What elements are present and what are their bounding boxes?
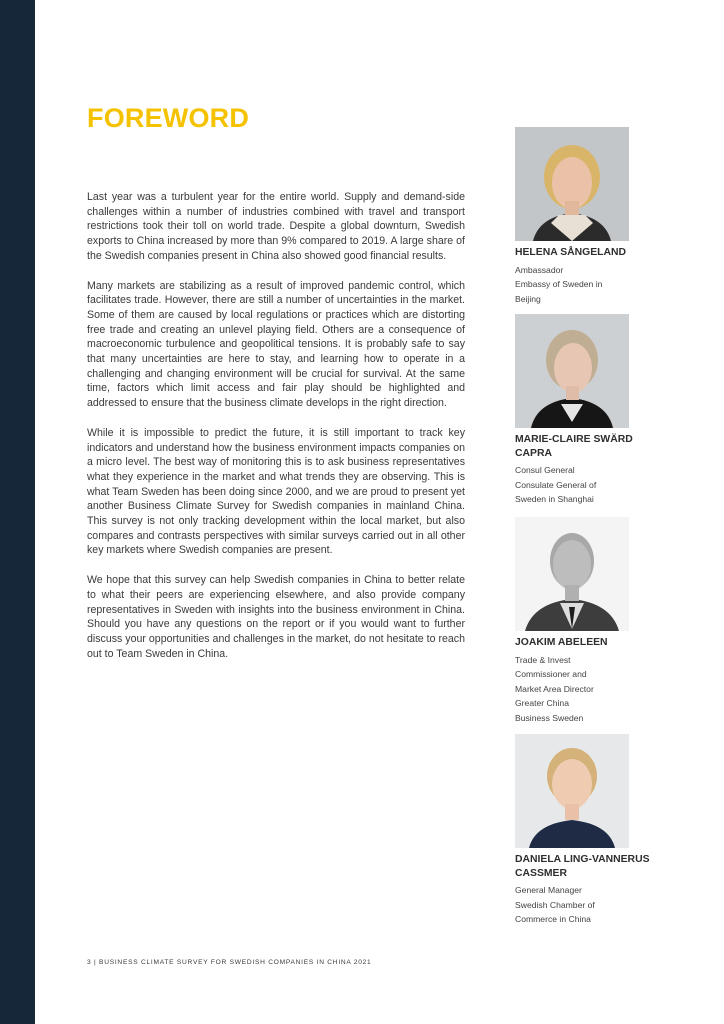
role-line: Market Area Director xyxy=(515,683,594,694)
foreword-paragraph: We hope that this survey can help Swedish companies in China to better relate to what their peers are experiencing elsewhere, and also provide company representatives in Sweden with insights into the business environment in China. Should you have any questions on the report or if you would want to further discuss your opportunities and challenges in the market, do not hesitate to reach out to Team Sweden in China. xyxy=(87,574,465,660)
portrait-photo xyxy=(515,734,629,848)
person-card xyxy=(515,314,655,507)
role-line: Consul General xyxy=(515,465,575,475)
person-name: HELENA SÅNGELAND xyxy=(515,247,627,258)
side-bar xyxy=(0,0,35,1024)
person-role xyxy=(515,463,655,507)
foreword-paragraph: While it is impossible to predict the future, it is still important to track key indicators and understand how the business environment impacts companies on a micro level. The best way of monitoring this is to ask business representatives what they experience in the market and what trends they are observing. This is what Team Sweden has been doing since 2000, and we are proud to present yet another Business Climate Survey for Swedish companies in mainland China. This survey is not only tracking development within the local market, but also compares and contrasts perspectives with similar surveys carried out in all other key markets where Swedish companies are present. xyxy=(87,426,465,557)
page-title: FOREWORD xyxy=(87,103,250,133)
foreword-paragraph: Last year was a turbulent year for the entire world. Supply and demand-side challenges within a number of industries combined with travel and transport restrictions took their toll on world trade. Despite a global downturn, Swedish exports to China increased by more than 9% compared to 2019. A large share of the Swedish companies present in China also showed good financial results. xyxy=(87,191,465,262)
portrait-photo xyxy=(515,127,629,241)
person-role xyxy=(515,653,655,726)
person-card xyxy=(515,734,655,927)
role-line: Beijing xyxy=(515,293,541,304)
portrait-photo xyxy=(515,314,629,428)
person-role xyxy=(515,883,655,927)
role-line: Commerce in China xyxy=(515,914,591,925)
foreword-body xyxy=(87,190,465,676)
foreword-paragraph: Many markets are stabilizing as a result of improved pandemic control, which facilitates trade. However, there are still a number of uncertainties in the market. Some of them are caused by local regulations or practices which are distorting free trade and creating an unlevel playing field. Others are a consequence of macroeconomic turbulence and geopolitical tensions. It is probably safe to say that many uncertainties are here to stay, and learning how to operate in a challenging and changing environment will be crucial for survival. At the same time, factors which limit access and fair play should be highlighted and addressed to ensure that the business climate develops in the right direction. xyxy=(87,279,465,410)
role-line: Sweden in Shanghai xyxy=(515,494,594,505)
role-line: Consulate General of xyxy=(515,479,597,490)
person-name: JOAKIM ABELEEN xyxy=(515,637,608,648)
role-line: Embassy of Sweden in xyxy=(515,279,603,290)
role-line: Swedish Chamber of xyxy=(515,899,595,910)
portrait-photo xyxy=(515,517,629,631)
role-line: Commissioner and xyxy=(515,669,587,680)
page-footer: 3 | BUSINESS CLIMATE SURVEY FOR SWEDISH COMPANIES IN CHINA 2021 xyxy=(87,959,372,966)
role-line: General Manager xyxy=(515,885,582,895)
role-line: Ambassador xyxy=(515,264,564,275)
role-line: Business Sweden xyxy=(515,712,584,723)
person-card xyxy=(515,127,655,306)
person-name: DANIELA LING-VANNERUS CASSMER xyxy=(515,854,650,879)
role-line: Greater China xyxy=(515,698,569,709)
person-role xyxy=(515,263,655,307)
person-card xyxy=(515,517,655,725)
role-line: Trade & Invest xyxy=(515,654,571,665)
person-name: MARIE-CLAIRE SWÄRD CAPRA xyxy=(515,434,633,459)
